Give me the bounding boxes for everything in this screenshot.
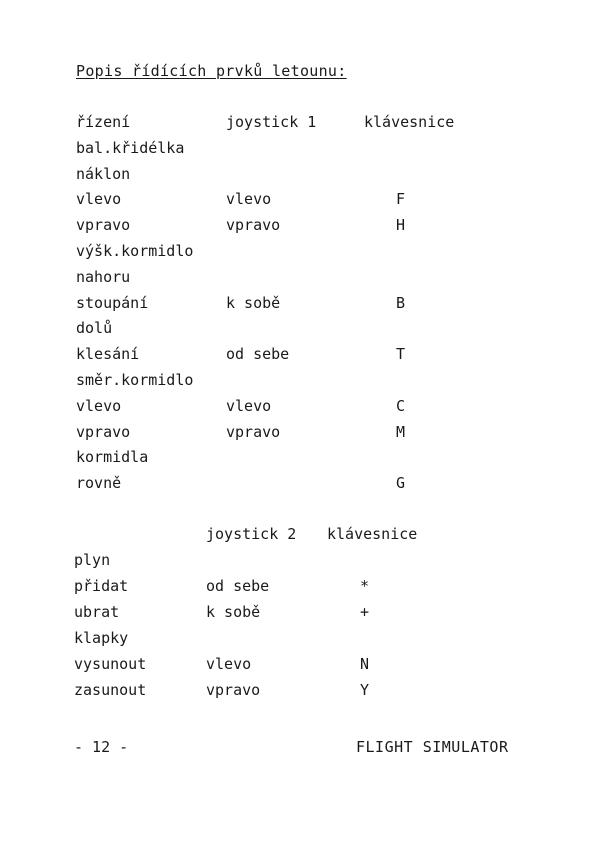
table-row — [0, 292, 600, 314]
table-header-row — [0, 523, 600, 545]
table-row — [0, 653, 600, 675]
control-name: vpravo — [76, 422, 131, 441]
control-name: náklon — [76, 164, 131, 183]
key: M — [396, 422, 406, 441]
joystick-action: vlevo — [226, 190, 272, 209]
key: + — [360, 603, 370, 621]
table-row — [0, 549, 600, 571]
header-cell: řízení — [76, 113, 131, 131]
table-row — [0, 214, 600, 236]
key: G — [396, 474, 406, 493]
control-name: směr.kormidlo — [76, 371, 194, 389]
table-row — [0, 163, 600, 185]
table-row — [0, 395, 600, 417]
key: B — [396, 293, 406, 312]
joystick-action: vpravo — [206, 681, 261, 699]
table-row — [0, 317, 600, 339]
header-cell: klávesnice — [364, 113, 455, 131]
joystick-action: od sebe — [226, 345, 290, 364]
key: H — [396, 216, 406, 235]
control-name: plyn — [74, 551, 111, 569]
control-name: stoupání — [76, 293, 149, 312]
page-title: Popis řídících prvků letounu: — [76, 62, 347, 80]
book-title: FLIGHT SIMULATOR — [356, 738, 509, 756]
key: C — [396, 396, 406, 415]
key: Y — [360, 681, 370, 699]
control-name: klesání — [76, 345, 140, 364]
control-name: vlevo — [76, 190, 122, 209]
control-name: zasunout — [74, 681, 147, 699]
joystick-action: vlevo — [226, 396, 272, 415]
header-cell: klávesnice — [327, 525, 418, 543]
control-name: výšk.kormidlo — [76, 242, 194, 260]
table-row — [0, 627, 600, 649]
table-header-row — [0, 111, 600, 133]
control-name: ubrat — [74, 603, 120, 621]
control-name: přidat — [74, 577, 129, 595]
key: * — [360, 577, 370, 595]
table-row — [0, 240, 600, 262]
header-cell: joystick 2 — [206, 525, 297, 543]
joystick-action: od sebe — [206, 577, 270, 595]
control-name: vlevo — [76, 396, 122, 415]
table-row — [0, 369, 600, 391]
control-name: vpravo — [76, 216, 131, 235]
key: F — [396, 190, 406, 209]
control-name: vysunout — [74, 655, 147, 673]
table-row — [0, 575, 600, 597]
table-row — [0, 679, 600, 701]
table-row — [0, 266, 600, 288]
joystick-action: k sobě — [226, 293, 281, 312]
joystick-action: vlevo — [206, 655, 252, 673]
table-row — [0, 137, 600, 159]
joystick-action: k sobě — [206, 603, 261, 621]
control-name: nahoru — [76, 267, 131, 286]
page-number: - 12 - — [74, 738, 129, 756]
control-name: kormidla — [76, 448, 149, 467]
table-row — [0, 188, 600, 210]
joystick-action: vpravo — [226, 422, 281, 441]
table-row — [0, 343, 600, 365]
header-cell: joystick 1 — [226, 113, 317, 131]
control-name: dolů — [76, 319, 113, 338]
table-row — [0, 446, 600, 468]
control-name: klapky — [74, 629, 129, 647]
table-row — [0, 421, 600, 443]
table-row — [0, 472, 600, 494]
key: T — [396, 345, 406, 364]
control-name: bal.křidélka — [76, 138, 185, 157]
control-name: rovně — [76, 474, 122, 493]
joystick-action: vpravo — [226, 216, 281, 235]
key: N — [360, 655, 370, 673]
table-row — [0, 601, 600, 623]
